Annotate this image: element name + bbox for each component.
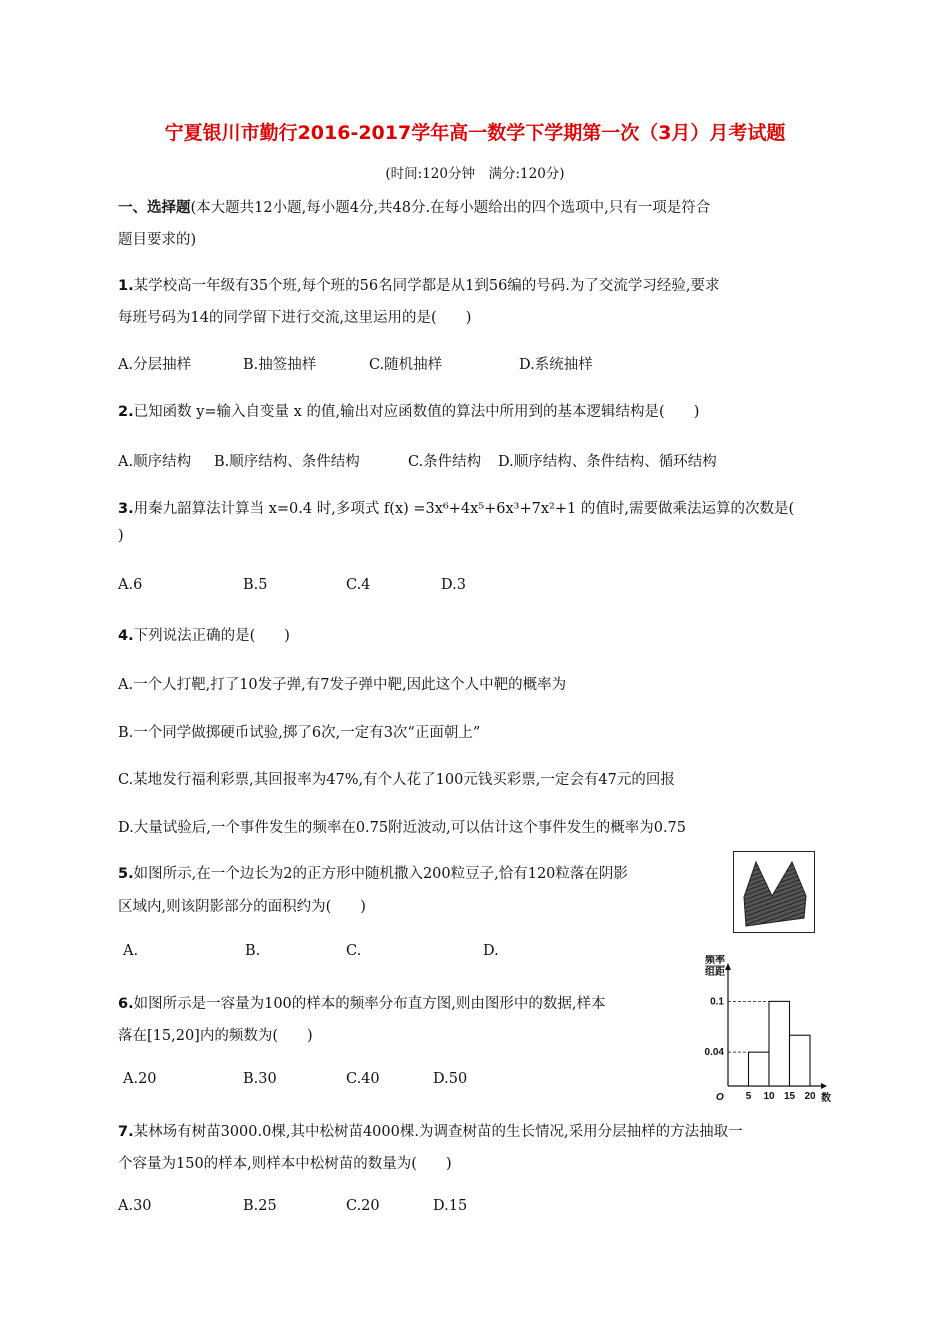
option-d: D.顺序结构、条件结构、循环结构 (498, 454, 717, 470)
question-4 (118, 624, 290, 645)
question-1 (118, 274, 720, 295)
histogram-bar (769, 1001, 790, 1086)
section-heading (118, 196, 710, 217)
option-b: B.一个同学做掷硬币试验,掷了6次,一定有3次“正面朝上” (118, 725, 481, 741)
histogram-bar (749, 1052, 770, 1086)
question-text: 某学校高一年级有35个班,每个班的56名同学都是从1到56编的号码.为了交流学习经验,要求 (133, 278, 720, 294)
question-5 (118, 862, 628, 883)
question-7-options (0, 1198, 950, 1220)
origin-label: O (716, 1092, 724, 1103)
y-axis-label-bottom: 组距 (705, 967, 725, 978)
histogram-svg (697, 955, 832, 1105)
question-number: 5. (118, 866, 134, 882)
shaded-square-figure (733, 851, 815, 933)
question-6-cont: 落在[15,20]内的频数为( ) (118, 1028, 313, 1044)
option-c: C.随机抽样 (369, 357, 443, 373)
question-text: 下列说法正确的是( ) (133, 628, 290, 644)
question-7 (118, 1120, 743, 1141)
section-desc-cont: 题目要求的) (118, 232, 197, 248)
question-number: 3. (118, 501, 134, 517)
question-3-cont: ) (118, 528, 124, 544)
question-text: 如图所示,在一个边长为2的正方形中随机撒入200粒豆子,恰有120粒落在阴影 (133, 866, 628, 882)
question-7-cont: 个容量为150的样本,则样本中松树苗的数量为( ) (118, 1156, 452, 1172)
question-3 (118, 497, 794, 518)
section-label: 一、选择题 (118, 200, 191, 216)
y-tick-label: 0.04 (704, 1047, 724, 1059)
question-2-options (0, 450, 950, 472)
frequency-histogram (697, 955, 832, 1105)
option-c: C.条件结构 (408, 454, 482, 470)
question-text: 用秦九韶算法计算当 x=0.4 时,多项式 f(x) =3x⁶+4x⁵+6x³+7x²+1 的值时,需要做乘法运算的次数是( (133, 501, 795, 517)
question-2 (118, 400, 699, 421)
question-text: 如图所示是一容量为100的样本的频率分布直方图,则由图形中的数据,样本 (133, 996, 606, 1012)
option-d: D.3 (441, 577, 466, 593)
option-a: A.20 (123, 1071, 157, 1087)
histogram-bar (790, 1035, 811, 1086)
y-axis-label-top: 频率 (705, 955, 725, 966)
x-tick-label: 15 (783, 1091, 796, 1102)
option-a: A.一个人打靶,打了10发子弹,有7发子弹中靶,因此这个人中靶的概率为 (118, 677, 567, 693)
option-d: D.15 (433, 1198, 468, 1214)
question-number: 7. (118, 1124, 134, 1140)
option-a: A.顺序结构 (118, 454, 192, 470)
question-text: 已知函数 y=输入自变量 x 的值,输出对应函数值的算法中所用到的基本逻辑结构是( ) (133, 404, 700, 420)
x-tick-label: 20 (804, 1091, 816, 1102)
x-tick-label: 10 (763, 1091, 775, 1102)
x-tick-label: 5 (745, 1091, 752, 1102)
question-number: 4. (118, 628, 134, 644)
option-c: C.40 (346, 1071, 380, 1087)
option-d: D.系统抽样 (519, 357, 593, 373)
shaded-region (734, 852, 814, 932)
option-b: B.5 (243, 577, 268, 593)
question-text: 某林场有树苗3000.0棵,其中松树苗4000棵.为调查树苗的生长情况,采用分层抽样的方法抽取一 (133, 1124, 743, 1140)
option-b: B.25 (243, 1198, 277, 1214)
option-b: B. (245, 943, 261, 959)
y-axis-arrow (725, 963, 731, 970)
question-number: 6. (118, 996, 134, 1012)
question-5-cont: 区域内,则该阴影部分的面积约为( ) (118, 899, 366, 915)
x-axis-arrow (821, 1083, 827, 1089)
y-tick-label: 0.1 (710, 996, 724, 1008)
question-6 (118, 992, 606, 1013)
option-d: D.50 (433, 1071, 468, 1087)
option-a: A.6 (118, 577, 143, 593)
option-b: B.30 (243, 1071, 277, 1087)
option-c: C.20 (346, 1198, 380, 1214)
option-d: D.大量试验后,一个事件发生的频率在0.75附近波动,可以估计这个事件发生的概率为0.75 (118, 820, 687, 836)
option-a: A. (123, 943, 139, 959)
question-1-cont: 每班号码为14的同学留下进行交流,这里运用的是( ) (118, 310, 472, 326)
x-axis-label: 数 (821, 1093, 831, 1104)
section-desc: (本大题共12小题,每小题4分,共48分.在每小题给出的四个选项中,只有一项是符合 (190, 200, 711, 216)
option-d: D. (483, 943, 499, 959)
option-a: A.30 (118, 1198, 152, 1214)
option-c: C.某地发行福利彩票,其回报率为47%,有个人花了100元钱买彩票,一定会有47元的回报 (118, 772, 675, 788)
question-3-options (0, 577, 950, 599)
question-number: 2. (118, 404, 134, 420)
option-b: B.抽签抽样 (243, 357, 317, 373)
exam-info: (时间:120分钟 满分:120分) (385, 166, 565, 182)
option-b: B.顺序结构、条件结构 (214, 454, 360, 470)
option-a: A.分层抽样 (118, 357, 192, 373)
question-1-options (0, 353, 950, 375)
option-c: C.4 (346, 577, 371, 593)
page-title: 宁夏银川市勤行2016-2017学年高一数学下学期第一次（3月）月考试题 (164, 122, 786, 144)
option-c: C. (346, 943, 362, 959)
question-number: 1. (118, 278, 134, 294)
